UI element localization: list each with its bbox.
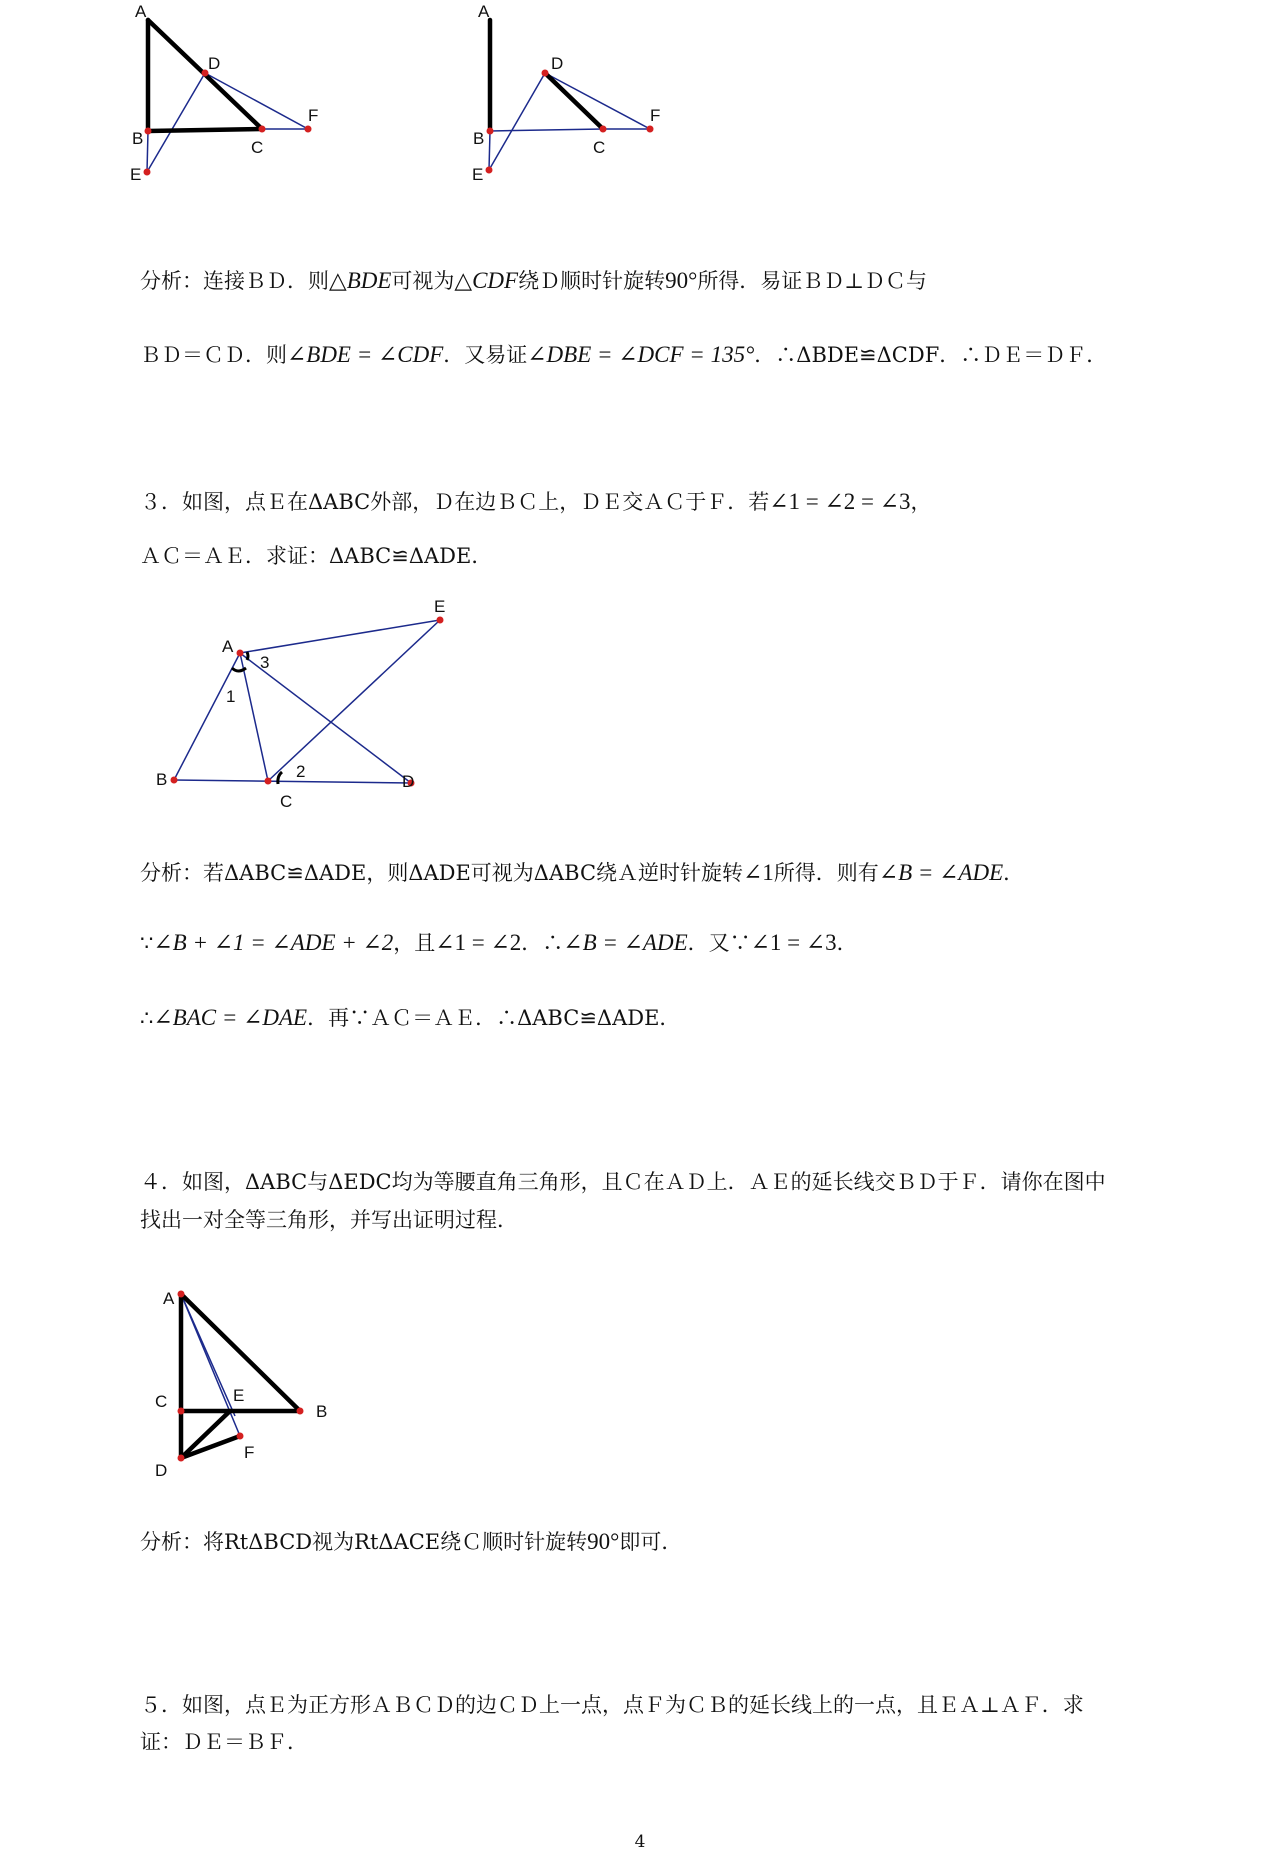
- label-angle-1: 1: [226, 687, 236, 706]
- problem-3-line-1: ３．如图，点Ｅ在ΔABC外部，Ｄ在边ＢＣ上，ＤＥ交ＡＣ于Ｆ．若∠1 = ∠2 = ∠3，: [140, 489, 932, 514]
- label-c: C: [593, 138, 606, 157]
- label-d: D: [155, 1461, 168, 1480]
- label-b: B: [156, 770, 168, 789]
- label-a: A: [478, 2, 490, 21]
- label-b: B: [473, 129, 485, 148]
- label-f: F: [244, 1443, 255, 1462]
- label-e: E: [130, 165, 142, 184]
- figure-3: [150, 590, 450, 820]
- label-b: B: [132, 129, 144, 148]
- label-a: A: [163, 1289, 175, 1308]
- label-a: A: [222, 637, 234, 656]
- analysis-2-line-1: 分析：连接ＢＤ．则△BDE可视为△CDF绕Ｄ顺时针旋转90°所得．易证ＢＤ⊥ＤＣ与: [140, 268, 928, 293]
- label-c: C: [251, 138, 264, 157]
- problem-3-line-2: ＡＣ＝ＡＥ．求证：ΔABC≌ΔADE．: [140, 544, 493, 568]
- label-e: E: [233, 1386, 245, 1405]
- analysis-3-line-1: 分析：若ΔABC≌ΔADE，则ΔADE可视为ΔABC绕Ａ逆时针旋转∠1所得．则有∠B = ∠ADE．: [140, 860, 1025, 885]
- label-a: A: [135, 2, 147, 21]
- label-c: C: [155, 1392, 168, 1411]
- problem-4-line-2: 找出一对全等三角形，并写出证明过程．: [140, 1208, 518, 1232]
- figure-1: [130, 0, 380, 200]
- label-d: D: [551, 54, 564, 73]
- analysis-4: 分析：将RtΔBCD视为RtΔACE绕Ｃ顺时针旋转90°即可．: [140, 1529, 683, 1554]
- analysis-3-line-2: ∵∠B + ∠1 = ∠ADE + ∠2，且∠1 = ∠2．∴∠B = ∠ADE．又∵∠1 = ∠3．: [140, 930, 858, 955]
- label-c: C: [280, 792, 293, 811]
- figure-2: [472, 0, 720, 200]
- label-f: F: [308, 106, 319, 125]
- label-f: F: [650, 106, 661, 125]
- figure-4: [140, 1280, 360, 1490]
- label-b: B: [316, 1402, 328, 1421]
- label-d: D: [402, 772, 415, 791]
- label-d: D: [208, 54, 221, 73]
- problem-5-line-2: 证：ＤＥ＝ＢＦ．: [140, 1730, 308, 1754]
- problem-4-line-1: ４．如图，ΔABC与ΔEDC均为等腰直角三角形，且Ｃ在ＡＤ上．ＡＥ的延长线交ＢＤ于Ｆ．请你在图中: [140, 1170, 1106, 1194]
- page-number: 4: [634, 1832, 646, 1852]
- analysis-3-line-3: ∴∠BAC = ∠DAE．再∵ＡＣ＝ＡＥ．∴ΔABC≌ΔADE．: [140, 1005, 681, 1030]
- label-angle-2: 2: [296, 762, 306, 781]
- label-angle-3: 3: [260, 653, 270, 672]
- analysis-2-line-2: ＢＤ＝ＣＤ．则∠BDE = ∠CDF．又易证∠DBE = ∠DCF = 135°．∴ΔBDE≌ΔCDF．∴ＤＥ＝ＤＦ．: [140, 342, 1108, 367]
- problem-5-line-1: ５．如图，点Ｅ为正方形ＡＢＣＤ的边ＣＤ上一点，点Ｆ为ＣＢ的延长线上的一点，且ＥＡ⊥ＡＦ．求: [140, 1693, 1084, 1717]
- label-e: E: [472, 165, 484, 184]
- label-e: E: [434, 597, 446, 616]
